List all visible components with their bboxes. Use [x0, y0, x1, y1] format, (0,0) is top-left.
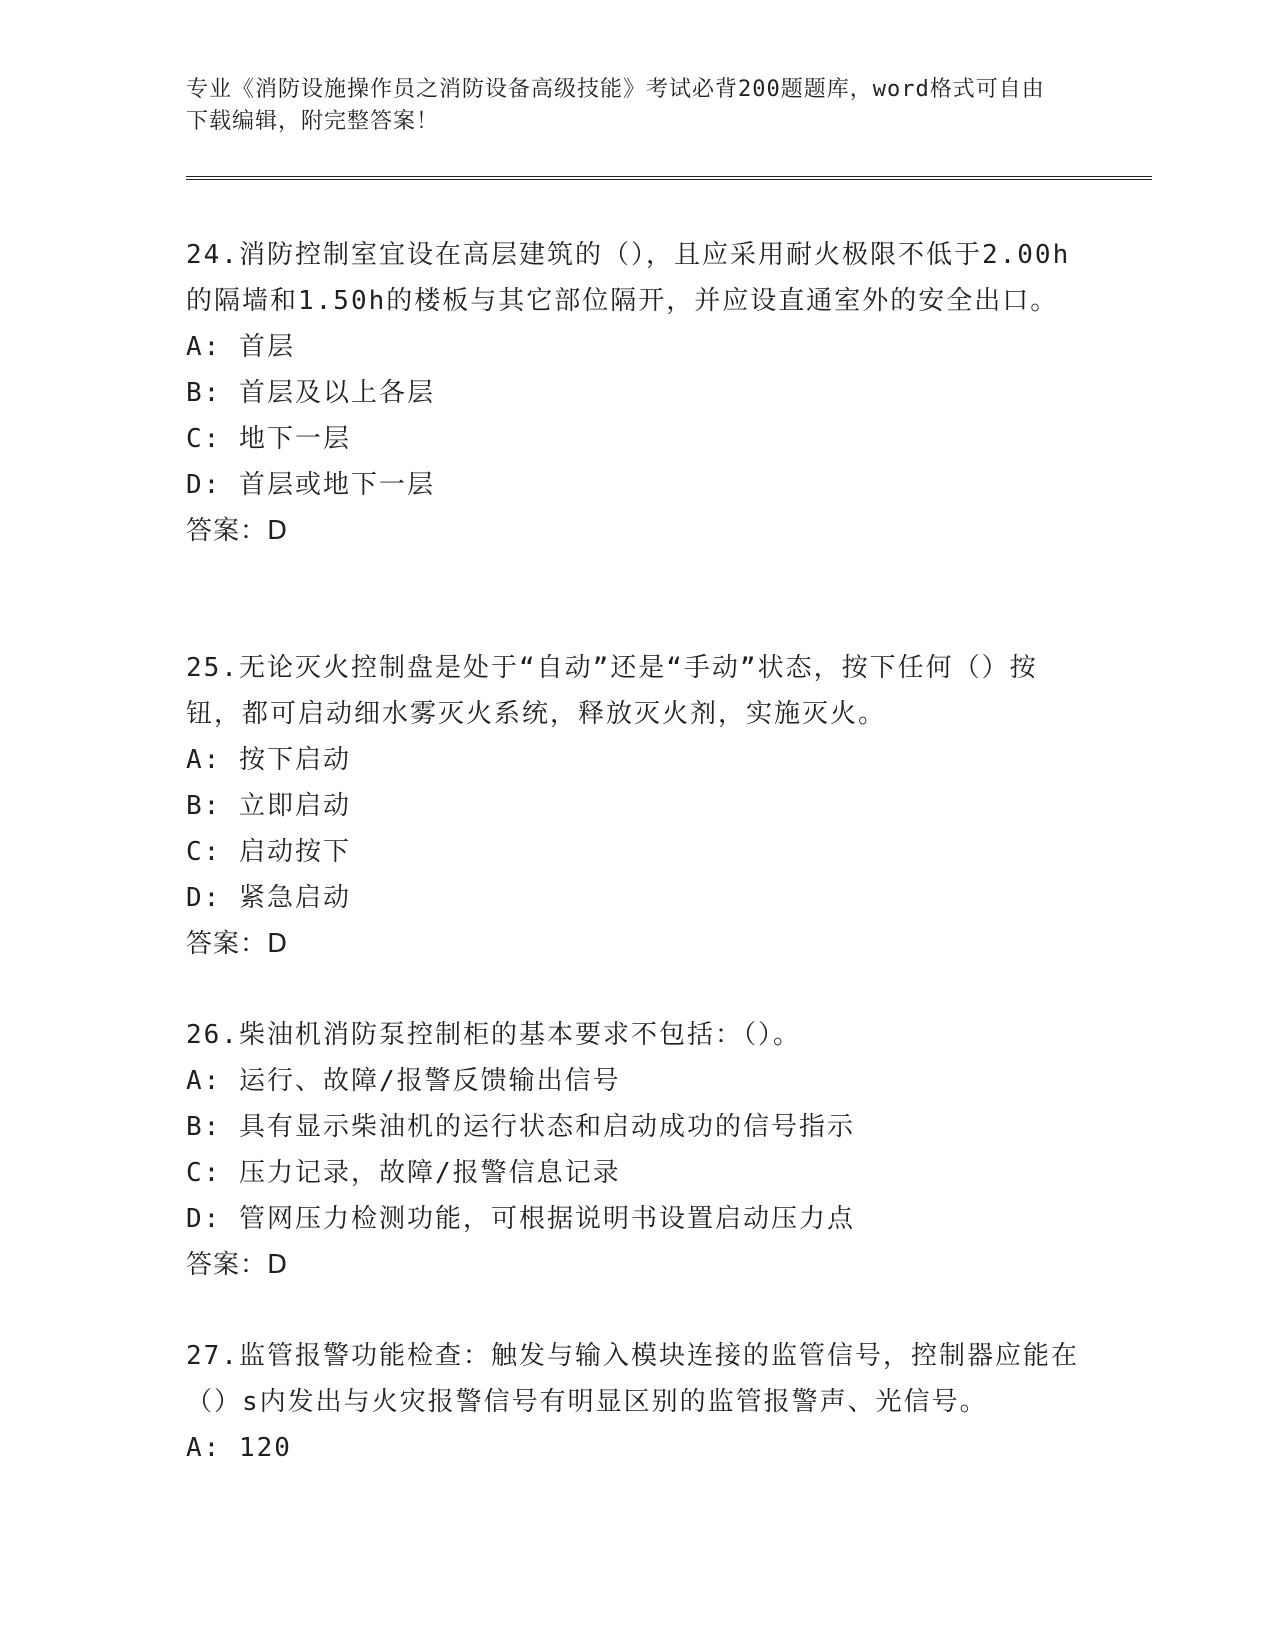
document-header — [186, 74, 1066, 138]
option-c: C: 启动按下 — [186, 837, 351, 867]
question-27 — [186, 1333, 1086, 1471]
answer: 答案：D — [186, 1250, 289, 1280]
document-title: 专业《消防设施操作员之消防设备高级技能》考试必背200题题库，word格式可自由下载编辑，附完整答案！ — [186, 77, 1045, 134]
option-d: D: 紧急启动 — [186, 883, 351, 913]
option-a: A: 运行、故障/报警反馈输出信号 — [186, 1066, 621, 1096]
question-25 — [186, 645, 1086, 967]
option-a: A: 首层 — [186, 332, 295, 362]
answer: 答案：D — [186, 516, 289, 546]
option-b: B: 立即启动 — [186, 791, 351, 821]
question-stem: 26.柴油机消防泵控制柜的基本要求不包括：（）。 — [186, 1020, 801, 1050]
option-b: B: 具有显示柴油机的运行状态和启动成功的信号指示 — [186, 1112, 855, 1142]
header-divider — [186, 176, 1152, 180]
question-stem: 24.消防控制室宜设在高层建筑的（），且应采用耐火极限不低于2.00h的隔墙和1.50h的楼板与其它部位隔开，并应设直通室外的安全出口。 — [186, 240, 1071, 316]
option-c: C: 地下一层 — [186, 424, 351, 454]
question-24 — [186, 232, 1086, 554]
question-26 — [186, 1012, 1086, 1288]
option-c: C: 压力记录，故障/报警信息记录 — [186, 1158, 621, 1188]
option-a: A: 按下启动 — [186, 745, 351, 775]
answer: 答案：D — [186, 929, 289, 959]
option-b: B: 首层及以上各层 — [186, 378, 435, 408]
option-a: A: 120 — [186, 1433, 292, 1463]
question-stem: 27.监管报警功能检查：触发与输入模块连接的监管信号，控制器应能在（）s内发出与火灾报警信号有明显区别的监管报警声、光信号。 — [186, 1341, 1079, 1417]
option-d: D: 首层或地下一层 — [186, 470, 435, 500]
option-d: D: 管网压力检测功能，可根据说明书设置启动压力点 — [186, 1204, 855, 1234]
question-stem: 25.无论灭火控制盘是处于“自动”还是“手动”状态，按下任何（）按钮，都可启动细水雾灭火系统，释放灭火剂，实施灭火。 — [186, 653, 1038, 729]
